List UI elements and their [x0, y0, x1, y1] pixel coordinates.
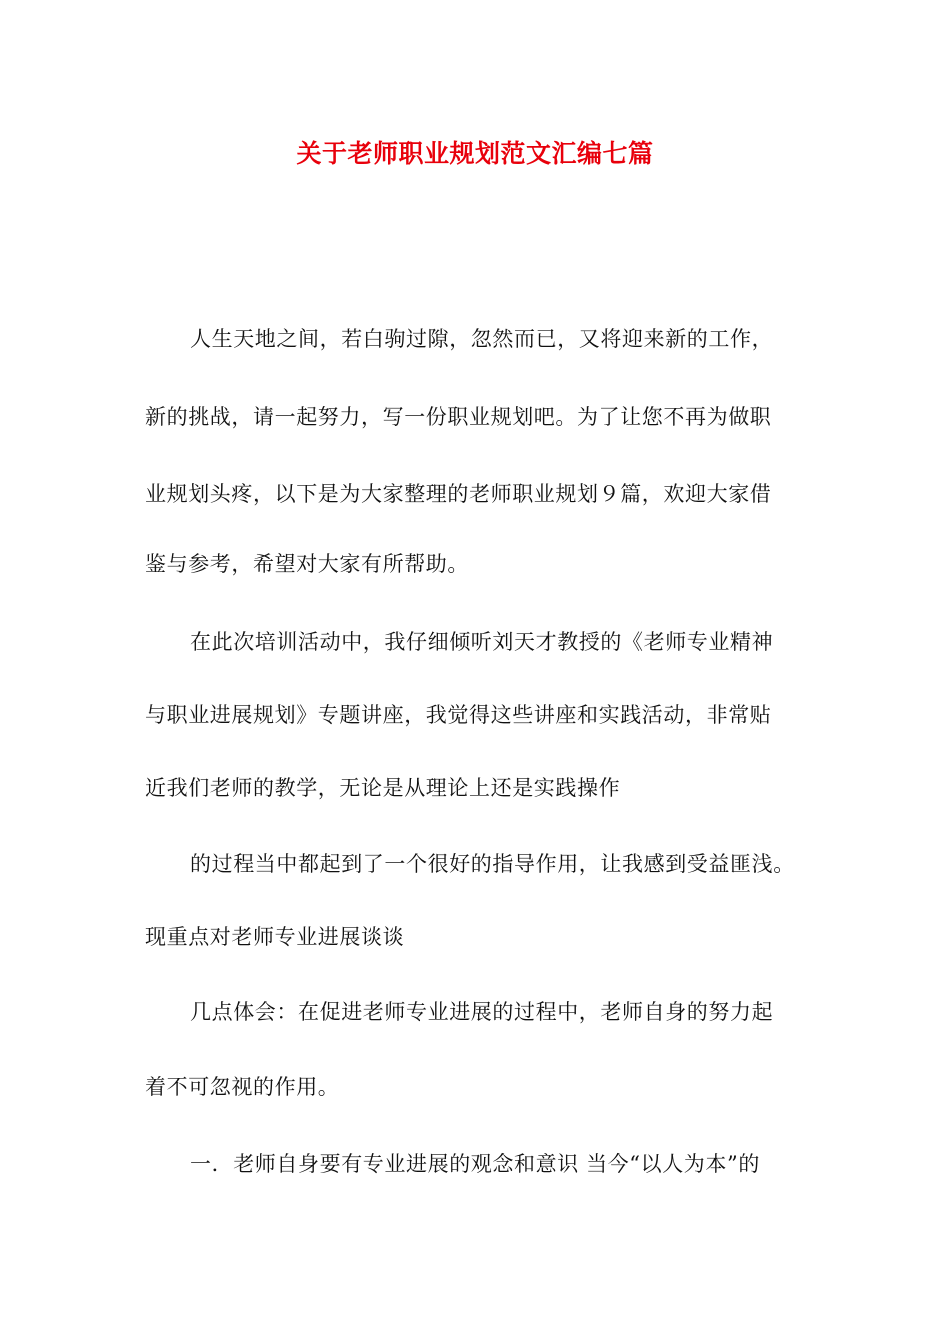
paragraph-line-2: 新的挑战，请一起努力，写一份职业规划吧。为了让您不再为做职	[145, 405, 772, 429]
paragraph-line-7: 近我们老师的教学，无论是从理论上还是实践操作	[145, 776, 621, 800]
paragraph-line-3: 业规划头疼，以下是为大家整理的老师职业规划９篇，欢迎大家借	[145, 482, 772, 506]
paragraph-line-4: 鉴与参考，希望对大家有所帮助。	[145, 552, 469, 576]
paragraph-line-10: 几点体会：在促进老师专业进展的过程中，老师自身的努力起	[190, 1000, 774, 1024]
paragraph-line-9: 现重点对老师专业进展谈谈	[145, 925, 405, 949]
paragraph-line-6: 与职业进展规划》专题讲座，我觉得这些讲座和实践活动，非常贴	[145, 703, 772, 727]
paragraph-line-8: 的过程当中都起到了一个很好的指导作用，让我感到受益匪浅。	[190, 852, 795, 876]
document-title: 关于老师职业规划范文汇编七篇	[296, 139, 654, 168]
paragraph-line-1: 人生天地之间，若白驹过隙，忽然而已，又将迎来新的工作，	[190, 327, 774, 351]
paragraph-line-5: 在此次培训活动中，我仔细倾听刘天才教授的《老师专业精神	[190, 630, 774, 654]
paragraph-line-11: 着不可忽视的作用。	[145, 1075, 340, 1099]
paragraph-line-12: 一．老师自身要有专业进展的观念和意识 当今“以人为本”的	[190, 1152, 760, 1176]
